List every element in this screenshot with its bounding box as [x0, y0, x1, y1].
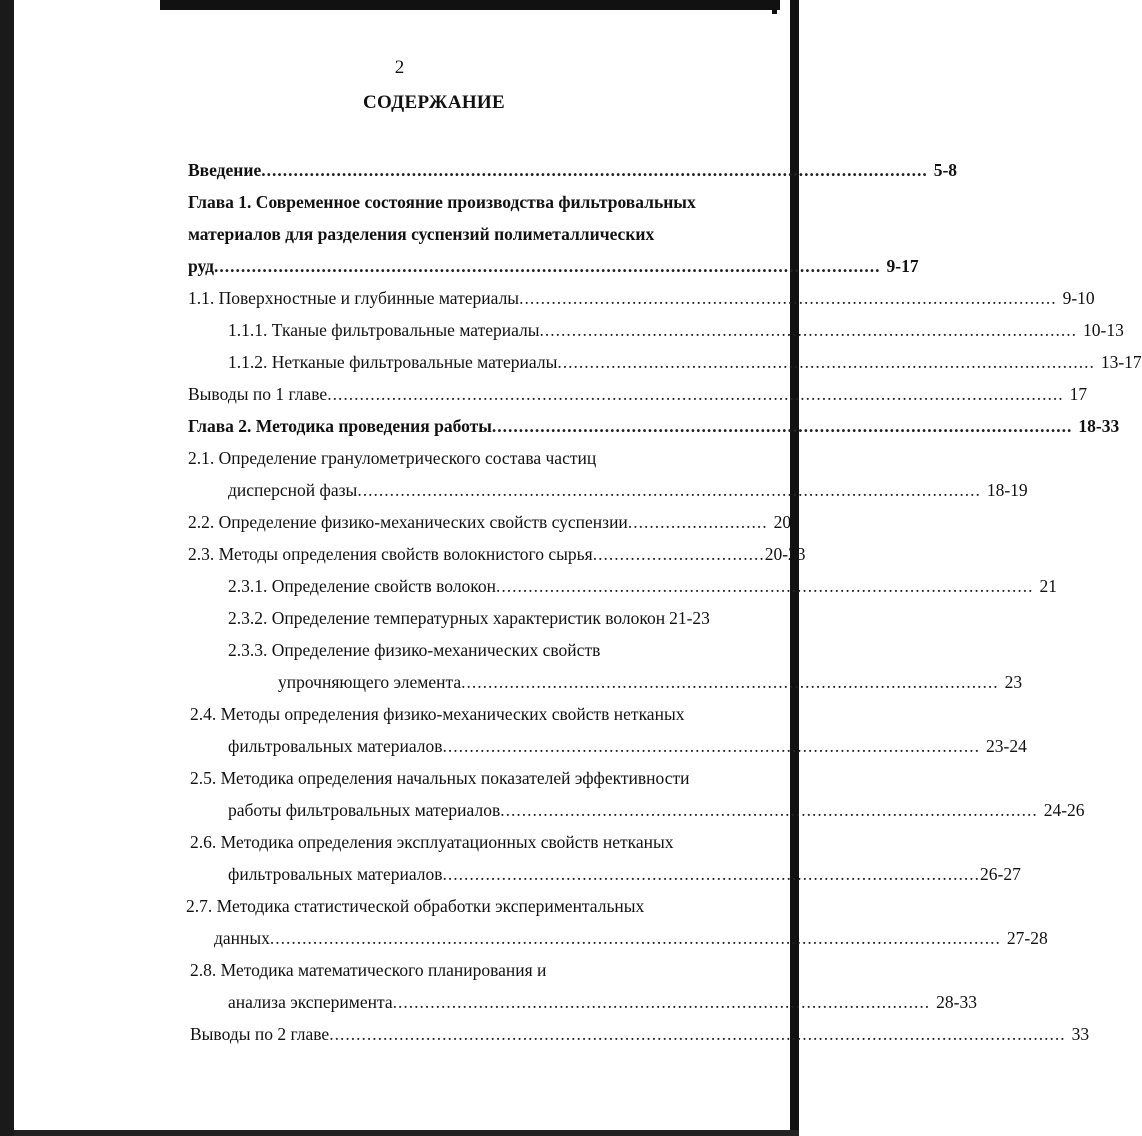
toc-entry-label: данных	[214, 928, 270, 948]
toc-entry-label: Введение	[188, 160, 262, 180]
toc-entry-pages: 18-19	[986, 480, 1028, 500]
toc-entry-2-8-line-2[interactable]	[228, 988, 977, 1016]
leader-dots: ....................................................................................................	[557, 352, 1095, 372]
toc-entry-label: руд	[188, 256, 215, 276]
toc-entry-2-3-3-line-2[interactable]	[278, 668, 1023, 696]
toc-entry-2-3-1[interactable]	[228, 572, 1058, 600]
leader-dots: ....................................................................................................................	[357, 480, 981, 500]
toc-entry-2-5-line-1[interactable]: 2.5. Методика определения начальных показателей эффективности	[190, 768, 690, 788]
leader-dots: ........................................................................................................................................	[269, 928, 1001, 948]
toc-entry-label: Выводы по 1 главе	[188, 384, 328, 404]
toc-chapter-1-line-2[interactable]: материалов для разделения суспензий полиметаллических	[188, 224, 655, 244]
toc-entry-pages: 13-17	[1100, 352, 1142, 372]
toc-entry-label: 1.1.2. Нетканые фильтровальные материалы	[228, 352, 558, 372]
leader-dots: ............................................................................................................................	[214, 256, 881, 276]
scan-edge-bottom	[14, 1130, 799, 1136]
toc-entry-2-7-line-1[interactable]: 2.7. Методика статистической обработки экспериментальных	[186, 896, 645, 916]
leader-dots: ..........................	[627, 512, 768, 532]
toc-entry-conclusions-2[interactable]	[190, 1020, 1090, 1048]
toc-entry-pages: 23-24	[986, 736, 1027, 756]
toc-entry-pages: 21-23	[669, 608, 710, 628]
toc-entry-pages: 9-17	[886, 256, 919, 276]
toc-entry-label: анализа эксперимента	[228, 992, 393, 1012]
toc-entry-label: фильтровальных материалов	[228, 736, 443, 756]
leader-dots: .........................................................................................................................................	[327, 384, 1064, 404]
toc-entry-label: 1.1.1. Тканые фильтровальные материалы	[228, 320, 540, 340]
toc-entry-label: фильтровальных материалов	[228, 864, 443, 884]
toc-entry-label: работы фильтровальных материалов	[228, 800, 501, 820]
toc-entry-pages: 18-33	[1078, 416, 1120, 436]
toc-entry-intro[interactable]	[188, 156, 958, 184]
toc-entry-2-3-3-line-1[interactable]: 2.3.3. Определение физико-механических свойств	[228, 640, 601, 660]
toc-entry-pages: 33	[1071, 1024, 1090, 1044]
toc-entry-label: 2.3. Методы определения свойств волокнистого сырья	[188, 544, 593, 564]
toc-entry-2-1-line-2[interactable]	[228, 476, 1028, 504]
toc-entry-1-1[interactable]	[188, 284, 1095, 312]
leader-dots: ....................................................................................................	[392, 992, 931, 1012]
toc-entry-2-7-line-2[interactable]	[214, 924, 1048, 952]
toc-chapter-1-line-3[interactable]	[188, 252, 919, 280]
scan-edge-left	[0, 0, 14, 1136]
page-number: 2	[394, 57, 405, 78]
leader-dots: ............................................................................................................................	[261, 160, 928, 180]
toc-entry-pages: 9-10	[1062, 288, 1095, 308]
toc-entry-2-1-line-1[interactable]: 2.1. Определение гранулометрического состава частиц	[188, 448, 597, 468]
toc-entry-label: 2.3.1. Определение свойств волокон	[228, 576, 497, 596]
toc-entry-2-6-line-2[interactable]	[228, 860, 1021, 888]
toc-entry-1-1-1[interactable]	[228, 316, 1124, 344]
toc-entry-pages: 21	[1039, 576, 1058, 596]
scan-edge-top	[160, 0, 780, 10]
toc-entry-1-1-2[interactable]	[228, 348, 1142, 376]
toc-entry-pages: 27-28	[1006, 928, 1048, 948]
toc-entry-label: Глава 2. Методика проведения работы	[188, 416, 492, 436]
toc-entry-2-3[interactable]	[188, 540, 806, 568]
toc-entry-2-4-line-2[interactable]	[228, 732, 1027, 760]
toc-entry-label: 1.1. Поверхностные и глубинные материалы	[188, 288, 520, 308]
toc-entry-2-2[interactable]	[188, 508, 792, 536]
toc-entry-label: дисперсной фазы	[228, 480, 358, 500]
toc-entry-2-6-line-1[interactable]: 2.6. Методика определения эксплуатационных свойств нетканых	[190, 832, 674, 852]
toc-entry-2-8-line-1[interactable]: 2.8. Методика математического планирования и	[190, 960, 547, 980]
toc-chapter-1-line-1[interactable]: Глава 1. Современное состояние производства фильтровальных	[188, 192, 696, 212]
leader-dots: ....................................................................................................	[442, 736, 980, 756]
toc-entry-label: 2.3.2. Определение температурных характеристик волокон	[228, 608, 666, 628]
toc-entry-2-5-line-2[interactable]	[228, 796, 1085, 824]
leader-dots: ....................................................................................................	[442, 864, 980, 884]
toc-entry-conclusions-1[interactable]	[188, 380, 1088, 408]
leader-dots: ....................................................................................................	[500, 800, 1038, 820]
toc-entry-2-4-line-1[interactable]: 2.4. Методы определения физико-механических свойств нетканых	[190, 704, 685, 724]
leader-dots: ....................................................................................................	[539, 320, 1078, 340]
leader-dots: ....................................................................................................	[496, 576, 1034, 596]
leader-dots: .........................................................................................................................................	[329, 1024, 1066, 1044]
toc-entry-pages: 10-13	[1083, 320, 1124, 340]
toc-entry-pages: 20-23	[764, 544, 806, 564]
toc-entry-pages: 28-33	[936, 992, 977, 1012]
toc-entry-label: Выводы по 2 главе	[190, 1024, 330, 1044]
toc-entry-label: упрочняющего элемента	[278, 672, 462, 692]
leader-dots: ....................................................................................................	[461, 672, 999, 692]
toc-chapter-2[interactable]	[188, 412, 1120, 440]
toc-entry-pages: 17	[1069, 384, 1088, 404]
toc-entry-pages: 26-27	[980, 864, 1021, 884]
toc-entry-pages: 23	[1004, 672, 1023, 692]
toc-entry-label: 2.2. Определение физико-механических свойств суспензии	[188, 512, 628, 532]
toc-entry-pages: 5-8	[933, 160, 958, 180]
toc-entry-pages: 20	[773, 512, 792, 532]
leader-dots: ............................................................................................................	[491, 416, 1073, 436]
page-title: СОДЕРЖАНИЕ	[363, 92, 505, 113]
toc-entry-pages: 24-26	[1043, 800, 1085, 820]
leader-dots: ....................................................................................................	[519, 288, 1057, 308]
leader-dots: ................................	[592, 544, 765, 564]
scan-edge-right-mark	[772, 0, 777, 14]
toc-entry-2-3-2[interactable]	[228, 604, 730, 632]
